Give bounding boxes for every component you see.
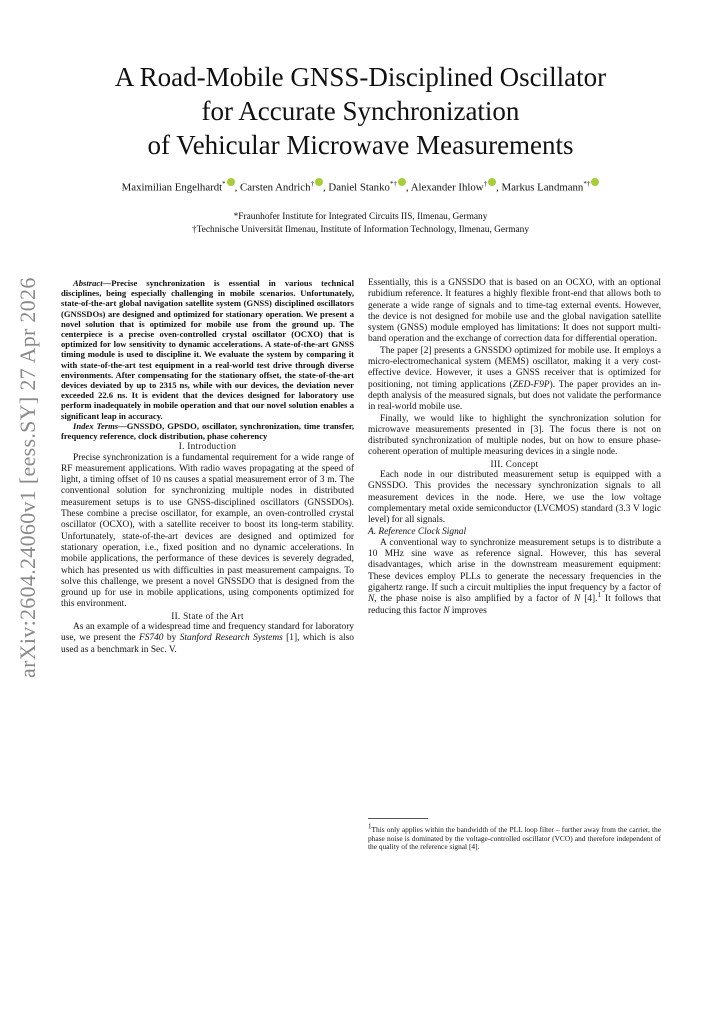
text-run: [1], which is also used as a benchmark in Sec. V. (61, 633, 354, 655)
math-var: N (573, 594, 581, 605)
section-heading: II. State of the Art (171, 610, 244, 621)
index-terms-text: —GNSSDO, GPSDO, oscillator, synchronization, time transfer, frequency reference, clock distribution, phase coherency (61, 420, 354, 442)
text-run: by (163, 633, 180, 644)
text-run: The paper [2] presents a GNSSDO optimized for mobile use. It employs a micro-electromechanical system (MEMS) oscillator, making it a very cost-effective device. However, it uses a GNSS receiver that is optimized for positioning, not timing applications ( (368, 345, 661, 390)
section-heading: I. Introduction (178, 441, 237, 452)
paragraph (368, 346, 661, 414)
title-line-3: of Vehicular Microwave Measurements (147, 130, 574, 160)
text-run: improves (449, 605, 487, 616)
math-var: N (443, 605, 450, 616)
title-line-1: A Road-Mobile GNSS-Disciplined Oscillator (114, 62, 607, 92)
paragraph: Finally, we would like to highlight the synchronization solution for microwave measurements presented in [3]. The focus there is not on distributed synchronization of multiple nodes, but on how to ensure phase-coherent operation of multiple measuring devices in a single node. (368, 413, 661, 458)
footnote-number: 1 (368, 822, 372, 831)
orcid-icon[interactable] (227, 178, 235, 186)
footnote-mark[interactable]: 1 (597, 591, 602, 600)
author-affil-mark: *† (583, 180, 591, 188)
paragraph (368, 538, 661, 617)
footnote-rule (368, 818, 428, 819)
footnote-text: This only applies within the bandwidth of the PLL loop filter – further away from the carrier, the phase noise is dominated by the voltage-controlled oscillator (VCO) and therefore independent of the quality of the reference signal [4]. (368, 825, 661, 852)
text-run: ). The paper provides an in-depth analysis of the measured signals, but does not validate the performance in real-world mobile use. (368, 379, 661, 413)
index-terms-lead: Index Terms (73, 420, 119, 431)
title-line-2: for Accurate Synchronization (201, 96, 520, 126)
author-name: Markus Landmann (501, 181, 584, 194)
author-affil-mark: † (310, 180, 314, 188)
text-run: [4]. (580, 594, 598, 605)
author-affil-mark: *† (389, 180, 397, 188)
section-heading: III. Concept (490, 458, 539, 469)
abstract (61, 278, 354, 421)
text-run: , the phase noise is also amplified by a factor of (374, 594, 574, 605)
author-list: Maximilian Engelhardt* , Carsten Andrich† , Daniel Stanko*† , Alexander Ihlow† , Markus Landmann*† (30, 178, 691, 195)
abstract-lead: Abstract (73, 278, 103, 288)
index-terms (61, 421, 354, 441)
affiliation-1: *Fraunhofer Institute for Integrated Circuits IIS, Ilmenau, Germany (233, 212, 488, 222)
author-name: Maximilian Engelhardt (121, 181, 223, 194)
affiliations (30, 211, 691, 237)
orcid-icon[interactable] (591, 178, 599, 186)
text-run: As an example of a widespread time and frequency standard for laboratory use, we present the (61, 622, 354, 644)
product-name: ZED-F9P (512, 379, 550, 390)
author-affil-mark: † (483, 180, 488, 188)
company-name: Stanford Research Systems (179, 633, 283, 644)
arxiv-stamp: arXiv:2604.24060v1 [eess.SY] 27 Apr 2026 (15, 277, 40, 678)
paragraph: Precise synchronization is a fundamental requirement for a wide range of RF measurement applications. With radio waves propagating at the speed of light, a timing offset of 10 ns causes a spatial measurement error of 3 m. The conventional solution for synchronizing multiple nodes in distributed measurement setups is to use GNSS-disciplined oscillators (GNSSDOs). These combine a precise oscillator, for example, an oven-controlled crystal oscillator (OCXO), with a satellite receiver to boost its long-term stability. Unfortunately, state-of-the-art devices are designed and optimized for stationary operation, i.e., fixed position and no dynamic accelerations. In mobile applications, the performance of these devices is severely degraded, which has presented us with difficulties in past measurement campaigns. To solve this challenge, we present a novel GNSSDO that is designed from the ground up for use in mobile applications, using components optimized for this environment. (61, 452, 354, 610)
product-name: FS740 (139, 633, 164, 644)
right-column (368, 278, 661, 617)
footnote (368, 822, 661, 852)
paragraph: Each node in our distributed measurement setup is equipped with a GNSSDO. This provides the necessary synchronization signals to all measurement devices in the node. Here, we use the low voltage complementary metal oxide semiconductor (LVCMOS) standard (3.3 V logic level) for all signals. (368, 470, 661, 526)
affiliation-2: †Technische Universität Ilmenau, Institute of Information Technology, Ilmenau, Germany (191, 225, 530, 235)
author-name: Carsten Andrich (240, 181, 311, 194)
abstract-text: —Precise synchronization is essential in various technical disciplines, being especially challenging in mobile scenarios. Unfortunately, state-of-the-art global navigation satellite system (GNSS) disciplined oscillators (GNSSDOs) are designed and optimized for stationary operation. We present a novel solution that is optimized for mobile use from the ground up. The centerpiece is a precise oven-controlled crystal oscillator (OCXO) that is optimized for low sensitivity to dynamic accelerations. A state-of-the-art GNSS timing module is used to discipline it. We evaluate the system by comparing it with state-of-the-art test equipment in a real-world test drive through diverse environments. After compensating for the stationary offset, the state-of-the-art devices deviated by up to 2315 ns, while with our devices, the deviation never exceeded 22.6 ns. It is evident that the devices designed for laboratory use perform inadequately in mobile operation and that our novel solution enables a significant leap in accuracy. (61, 278, 354, 421)
left-column (61, 278, 354, 656)
author-name: Daniel Stanko (328, 181, 390, 194)
paragraph: Essentially, this is a GNSSDO that is based on an OCXO, with an optional rubidium reference. It features a highly flexible front-end that allows both to generate a wide range of signals and to time-tag external events. However, the device is not designed for mobile use and the global navigation satellite system (GNSS) module employed has limitations: It does not support multi-band operation and the exchange of correction data for differential operation. (368, 278, 661, 345)
math-var: N (368, 594, 375, 605)
paragraph (61, 622, 354, 656)
author-affil-mark: * (222, 180, 226, 188)
orcid-icon[interactable] (488, 178, 496, 186)
subsection-heading: A. Reference Clock Signal (368, 526, 467, 537)
orcid-icon[interactable] (398, 178, 406, 186)
author-name: Alexander Ihlow (410, 181, 484, 194)
text-run: It follows that reducing this factor (368, 594, 661, 616)
text-run: A conventional way to synchronize measurement setups is to distribute a 10 MHz sine wave as reference signal. However, this has several disadvantages, which arise in the downstream measurement equipment: These devices employ PLLs to generate the necessary frequencies in the gigahertz range. If such a circuit multiplies the input frequency by a factor of (368, 537, 661, 594)
orcid-icon[interactable] (315, 178, 323, 186)
paper-title (60, 60, 661, 162)
